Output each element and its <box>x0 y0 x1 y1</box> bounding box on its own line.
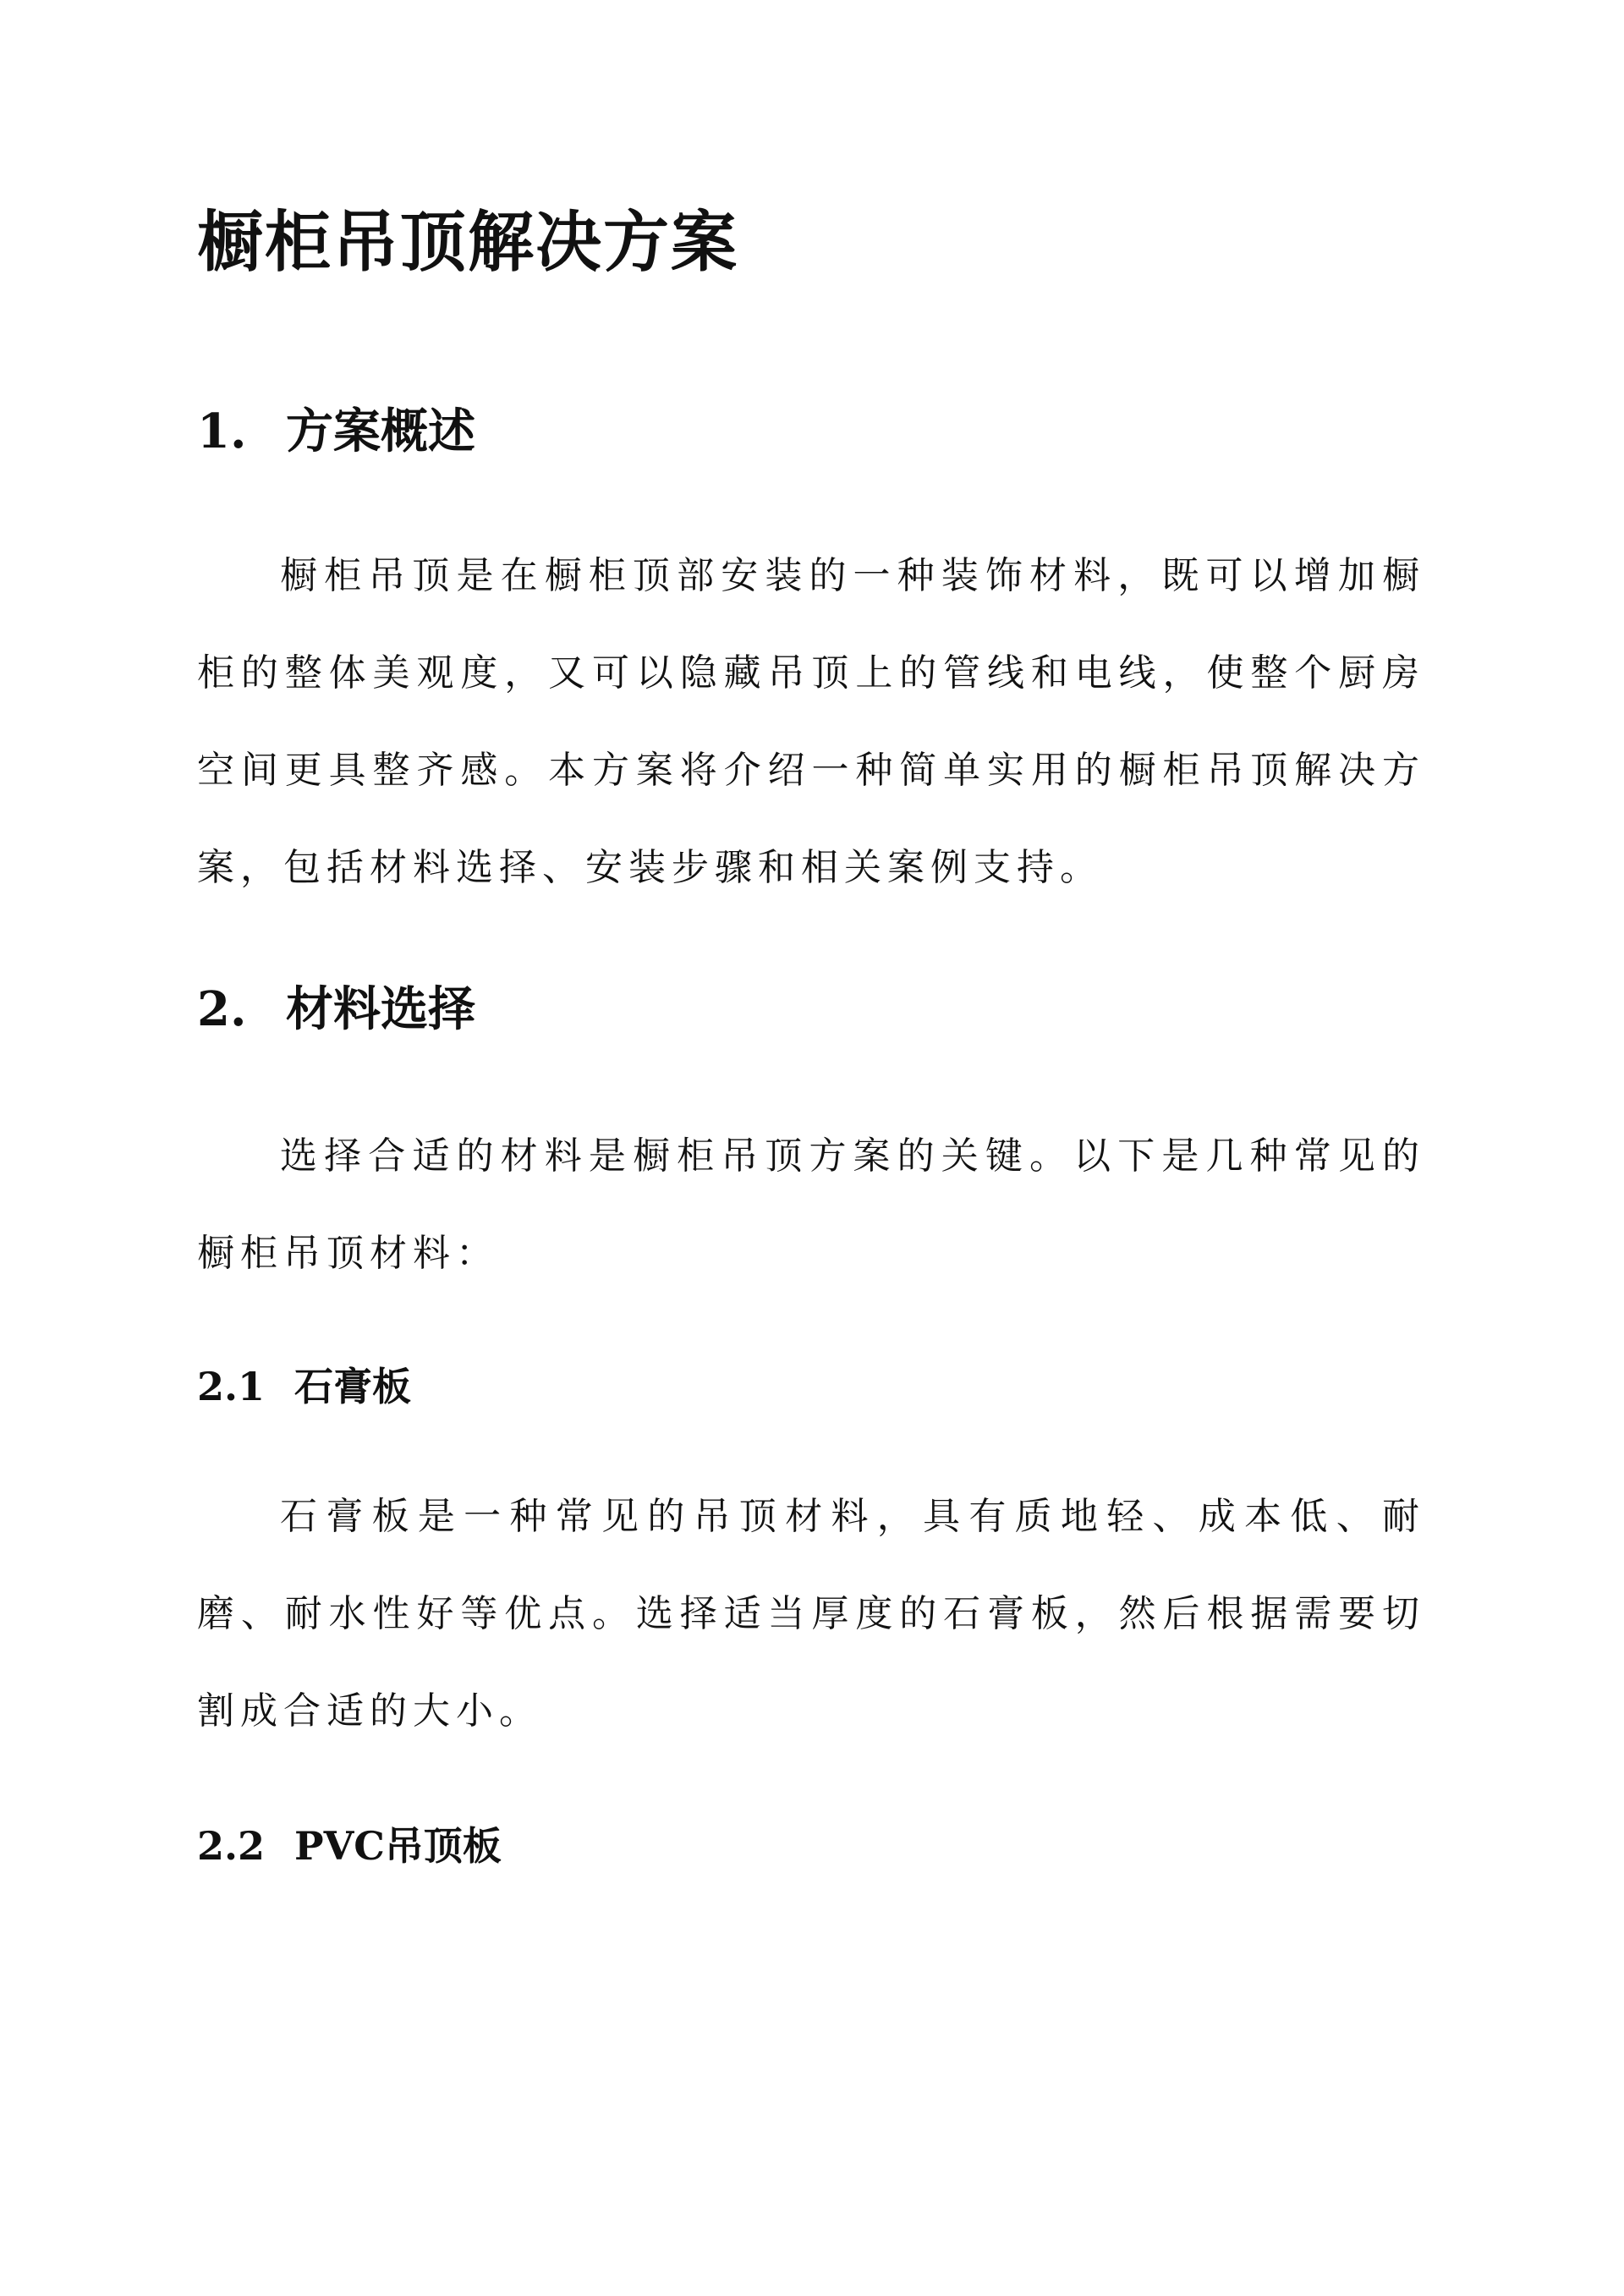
section-1-title: 方案概述 <box>286 404 475 459</box>
section-1-number: 1. <box>197 404 247 459</box>
subsection-2-2-title: PVC吊顶板 <box>294 1823 502 1869</box>
section-2-title: 材料选择 <box>286 981 475 1037</box>
section-2-number: 2. <box>197 981 247 1037</box>
subsection-2-2-number: 2.2 <box>197 1823 266 1869</box>
subsection-2-2-heading <box>197 1816 502 1876</box>
section-1-heading <box>197 398 475 465</box>
subsection-2-1-heading <box>197 1357 411 1416</box>
section-2-heading <box>197 975 475 1043</box>
subsection-2-1-title: 石膏板 <box>294 1364 411 1409</box>
section-2-paragraph: 选择合适的材料是橱柜吊顶方案的关键。以下是几种常见的橱柜吊顶材料： <box>197 1134 1425 1275</box>
document-title: 橱柜吊顶解决方案 <box>197 204 739 281</box>
subsection-2-1-paragraph: 石膏板是一种常见的吊顶材料，具有质地轻、成本低、耐磨、耐水性好等优点。选择适当厚度的石膏板，然后根据需要切割成合适的大小。 <box>197 1495 1425 1733</box>
subsection-2-1-number: 2.1 <box>197 1364 266 1409</box>
section-1-paragraph: 橱柜吊顶是在橱柜顶部安装的一种装饰材料，既可以增加橱柜的整体美观度，又可以隐藏吊顶上的管线和电线，使整个厨房空间更具整齐感。本方案将介绍一种简单实用的橱柜吊顶解决方案，包括材料选择、安装步骤和相关案例支持。 <box>197 554 1425 889</box>
